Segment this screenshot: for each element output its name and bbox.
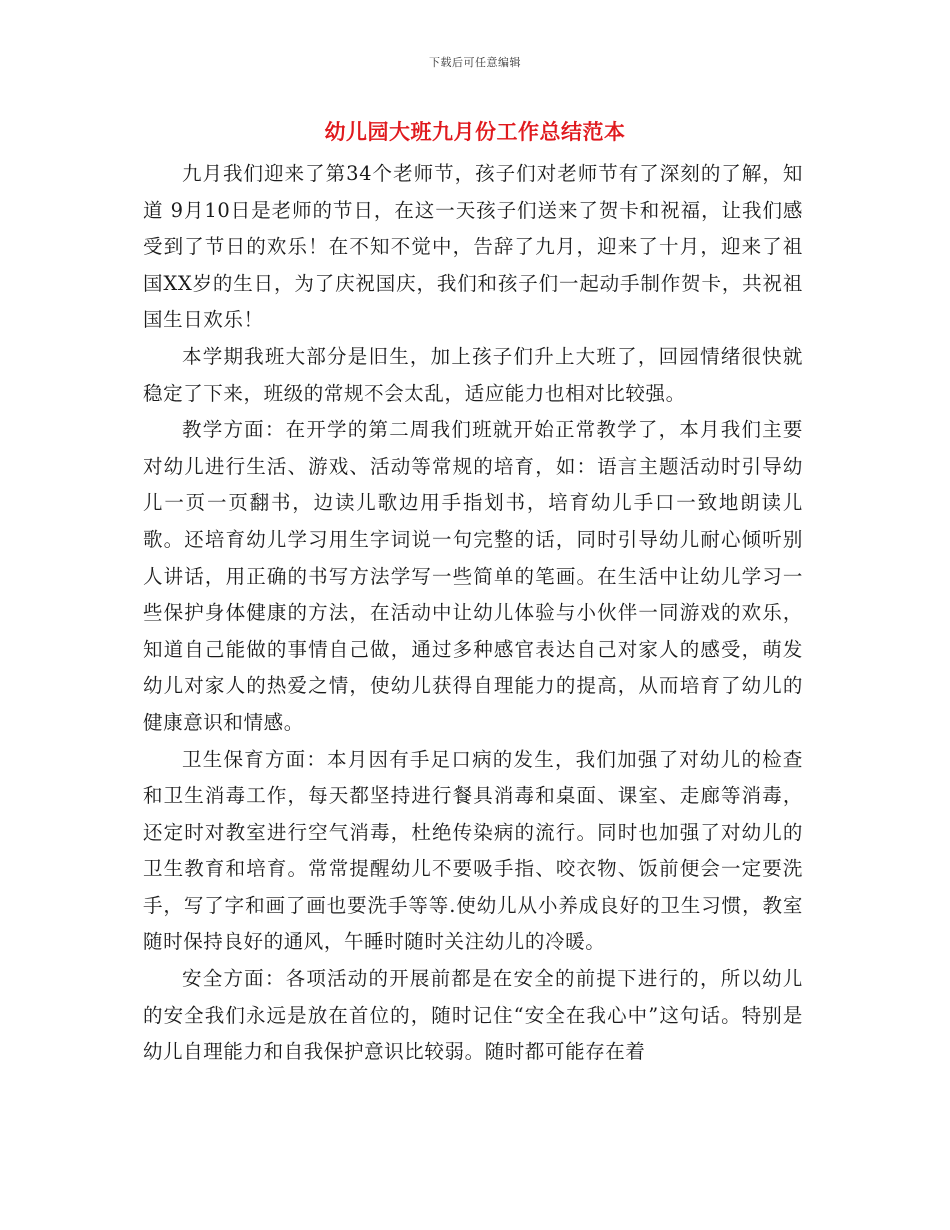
paragraph-safety: 安全方面：各项活动的开展前都是在安全的前提下进行的，所以幼儿的安全我们永远是放在首位的，随时记住“安全在我心中”这句话。特别是幼儿自理能力和自我保护意识比较弱。随时都可能存在着 <box>143 967 803 1064</box>
paragraph-hygiene: 卫生保育方面：本月因有手足口病的发生，我们加强了对幼儿的检查和卫生消毒工作，每天都坚持进行餐具消毒和桌面、课室、走廊等消毒，还定时对教室进行空气消毒，杜绝传染病的流行。同时也加强了对幼儿的卫生教育和培育。常常提醒幼儿不要吸手指、咬衣物、饭前便会一定要洗手，写了字和画了画也要洗手等等.使幼儿从小养成良好的卫生习惯，教室随时保持良好的通风，午睡时随时关注幼儿的冷暖。 <box>143 747 803 954</box>
paragraph-teaching: 教学方面：在开学的第二周我们班就开始正常教学了，本月我们主要对幼儿进行生活、游戏、活动等常规的培育，如：语言主题活动时引导幼儿一页一页翻书，边读儿歌边用手指划书，培育幼儿手口一致地朗读儿歌。还培育幼儿学习用生字词说一句完整的话，同时引导幼儿耐心倾听别人讲话，用正确的书写方法学写一些简单的笔画。在生活中让幼儿学习一些保护身体健康的方法，在活动中让幼儿体验与小伙伴一同游戏的欢乐，知道自己能做的事情自己做，通过多种感官表达自己对家人的感受，萌发幼儿对家人的热爱之情，使幼儿获得自理能力的提高，从而培育了幼儿的健康意识和情感。 <box>143 418 803 734</box>
document-title: 幼儿园大班九月份工作总结范本 <box>324 119 626 144</box>
document-body <box>143 156 803 1071</box>
header-note: 下载后可任意编辑 <box>429 56 521 69</box>
paragraph-intro: 九月我们迎来了第34个老师节，孩子们对老师节有了深刻的了解，知道 9月10日是老师的节日，在这一天孩子们送来了贺卡和祝福，让我们感受到了节日的欢乐！在不知不觉中，告辞了九月，迎来了十月，迎来了祖国XX岁的生日，为了庆祝国庆，我们和孩子们一起动手制作贺卡，共祝祖国生日欢乐！ <box>143 162 803 332</box>
paragraph-class-status: 本学期我班大部分是旧生，加上孩子们升上大班了，回园情绪很快就稳定了下来，班级的常规不会太乱，适应能力也相对比较强。 <box>143 344 803 405</box>
